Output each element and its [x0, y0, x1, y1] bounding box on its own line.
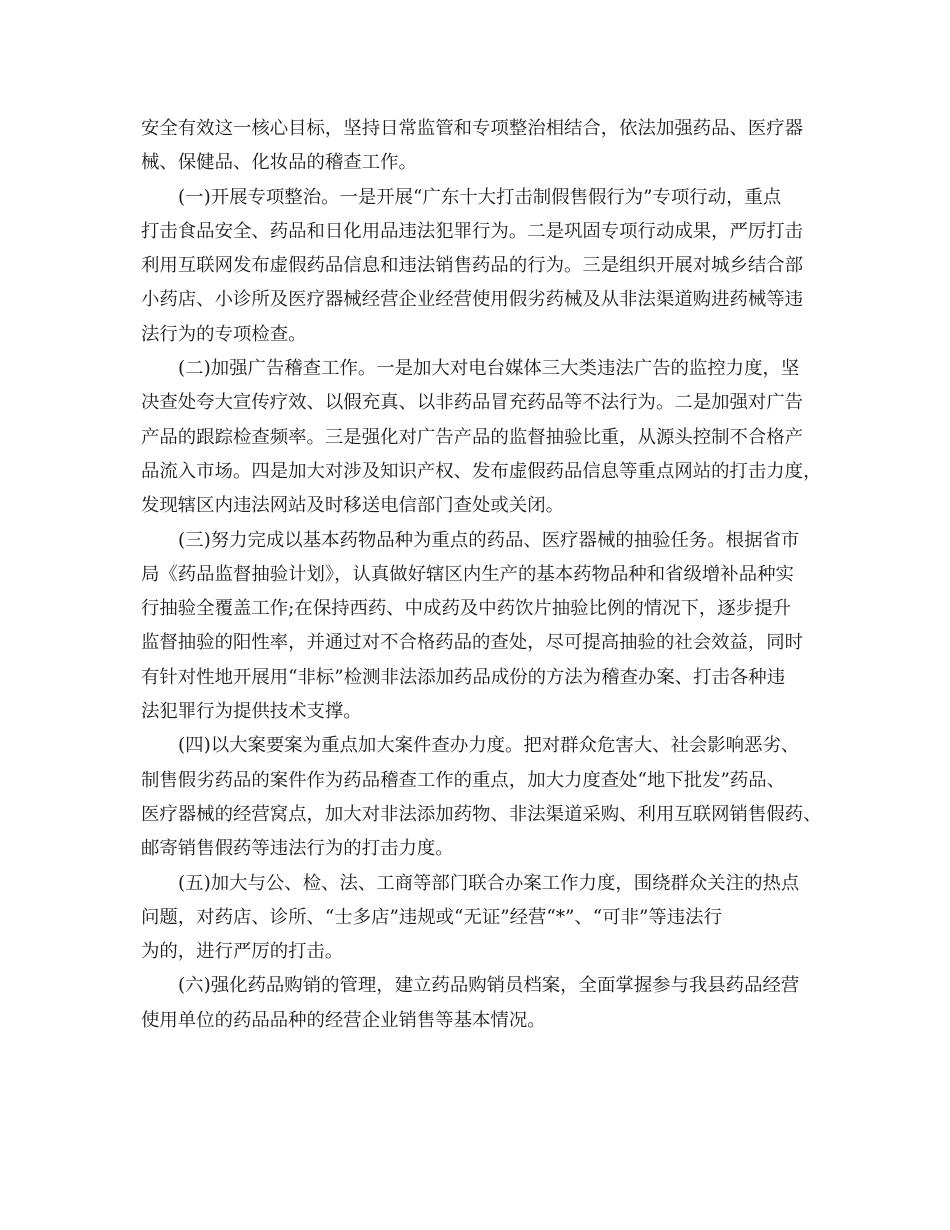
paragraph-item-4 — [141, 729, 821, 866]
text-line: (一)开展专项整治。一是开展“广东十大打击制假售假行为”专项行动，重点 — [178, 186, 782, 208]
text-line: 打击食品安全、药品和日化用品违法犯罪行为。二是巩固专项行动成果，严厉打击 — [141, 220, 804, 242]
text-line: 产品的跟踪检查频率。三是强化对广告产品的监督抽验比重，从源头控制不合格产 — [141, 426, 804, 448]
text-line: 法犯罪行为提供技术支撑。 — [141, 701, 362, 723]
text-line: 局《药品监督抽验计划》，认真做好辖区内生产的基本药物品种和省级增补品种实 — [141, 563, 794, 585]
text-line: 使用单位的药品品种的经营企业销售等基本情况。 — [141, 1009, 546, 1031]
text-line: 医疗器械的经营窝点，加大对非法添加药物、非法渠道采购、利用互联网销售假药、 — [141, 803, 822, 825]
text-line: 安全有效这一核心目标，坚持日常监管和专项整治相结合，依法加强药品、医疗器 — [141, 118, 804, 139]
text-line: 械、保健品、化妆品的稽查工作。 — [141, 152, 417, 174]
text-line: (三)努力完成以基本药物品种为重点的药品、医疗器械的抽验任务。根据省市 — [178, 529, 800, 551]
text-line: (六)强化药品购销的管理，建立药品购销员档案，全面掌握参与我县药品经营 — [178, 975, 800, 997]
text-line: 邮寄销售假药等违法行为的打击力度。 — [141, 838, 454, 860]
text-line: 决查处夸大宣传疗效、以假充真、以非药品冒充药品等不法行为。二是加强对广告 — [141, 392, 804, 414]
text-line: 品流入市场。四是加大对涉及知识产权、发布虚假药品信息等重点网站的打击力度， — [141, 460, 822, 482]
paragraph-item-5 — [141, 867, 821, 970]
text-line: (五)加大与公、检、法、工商等部门联合办案工作力度，围绕群众关注的热点 — [178, 872, 800, 894]
text-line: 制售假劣药品的案件作为药品稽查工作的重点，加大力度查处“地下批发”药品、 — [141, 769, 786, 791]
paragraph-item-6 — [141, 969, 821, 1038]
paragraph-item-3 — [141, 524, 821, 730]
text-line: 为的，进行严厉的打击。 — [141, 941, 344, 963]
text-line: 法行为的专项检查。 — [141, 323, 307, 345]
text-line: (四)以大案要案为重点加大案件查办力度。把对群众危害大、社会影响恶劣、 — [178, 735, 800, 757]
paragraph-item-2 — [141, 352, 821, 523]
document-body — [141, 112, 821, 1038]
text-line: 利用互联网发布虚假药品信息和违法销售药品的行为。三是组织开展对城乡结合部 — [141, 255, 804, 277]
text-line: 发现辖区内违法网站及时移送电信部门查处或关闭。 — [141, 495, 564, 517]
text-line: 问题，对药店、诊所、“士多店”违规或“无证”经营“*”、“可非”等违法行 — [141, 906, 722, 928]
text-line: (二)加强广告稽查工作。一是加大对电台媒体三大类违法广告的监控力度，坚 — [178, 358, 800, 380]
text-line: 行抽验全覆盖工作;在保持西药、中成药及中药饮片抽验比例的情况下，逐步提升 — [141, 598, 791, 620]
text-line: 小药店、小诊所及医疗器械经营企业经营使用假劣药械及从非法渠道购进药械等违 — [141, 289, 804, 311]
paragraph-intro-continuation — [141, 112, 821, 181]
paragraph-item-1 — [141, 181, 821, 352]
text-line: 有针对性地开展用“非标”检测非法添加药品成份的方法为稽查办案、打击各种违 — [141, 666, 786, 688]
text-line: 监督抽验的阳性率，并通过对不合格药品的查处，尽可提高抽验的社会效益，同时 — [141, 632, 804, 654]
